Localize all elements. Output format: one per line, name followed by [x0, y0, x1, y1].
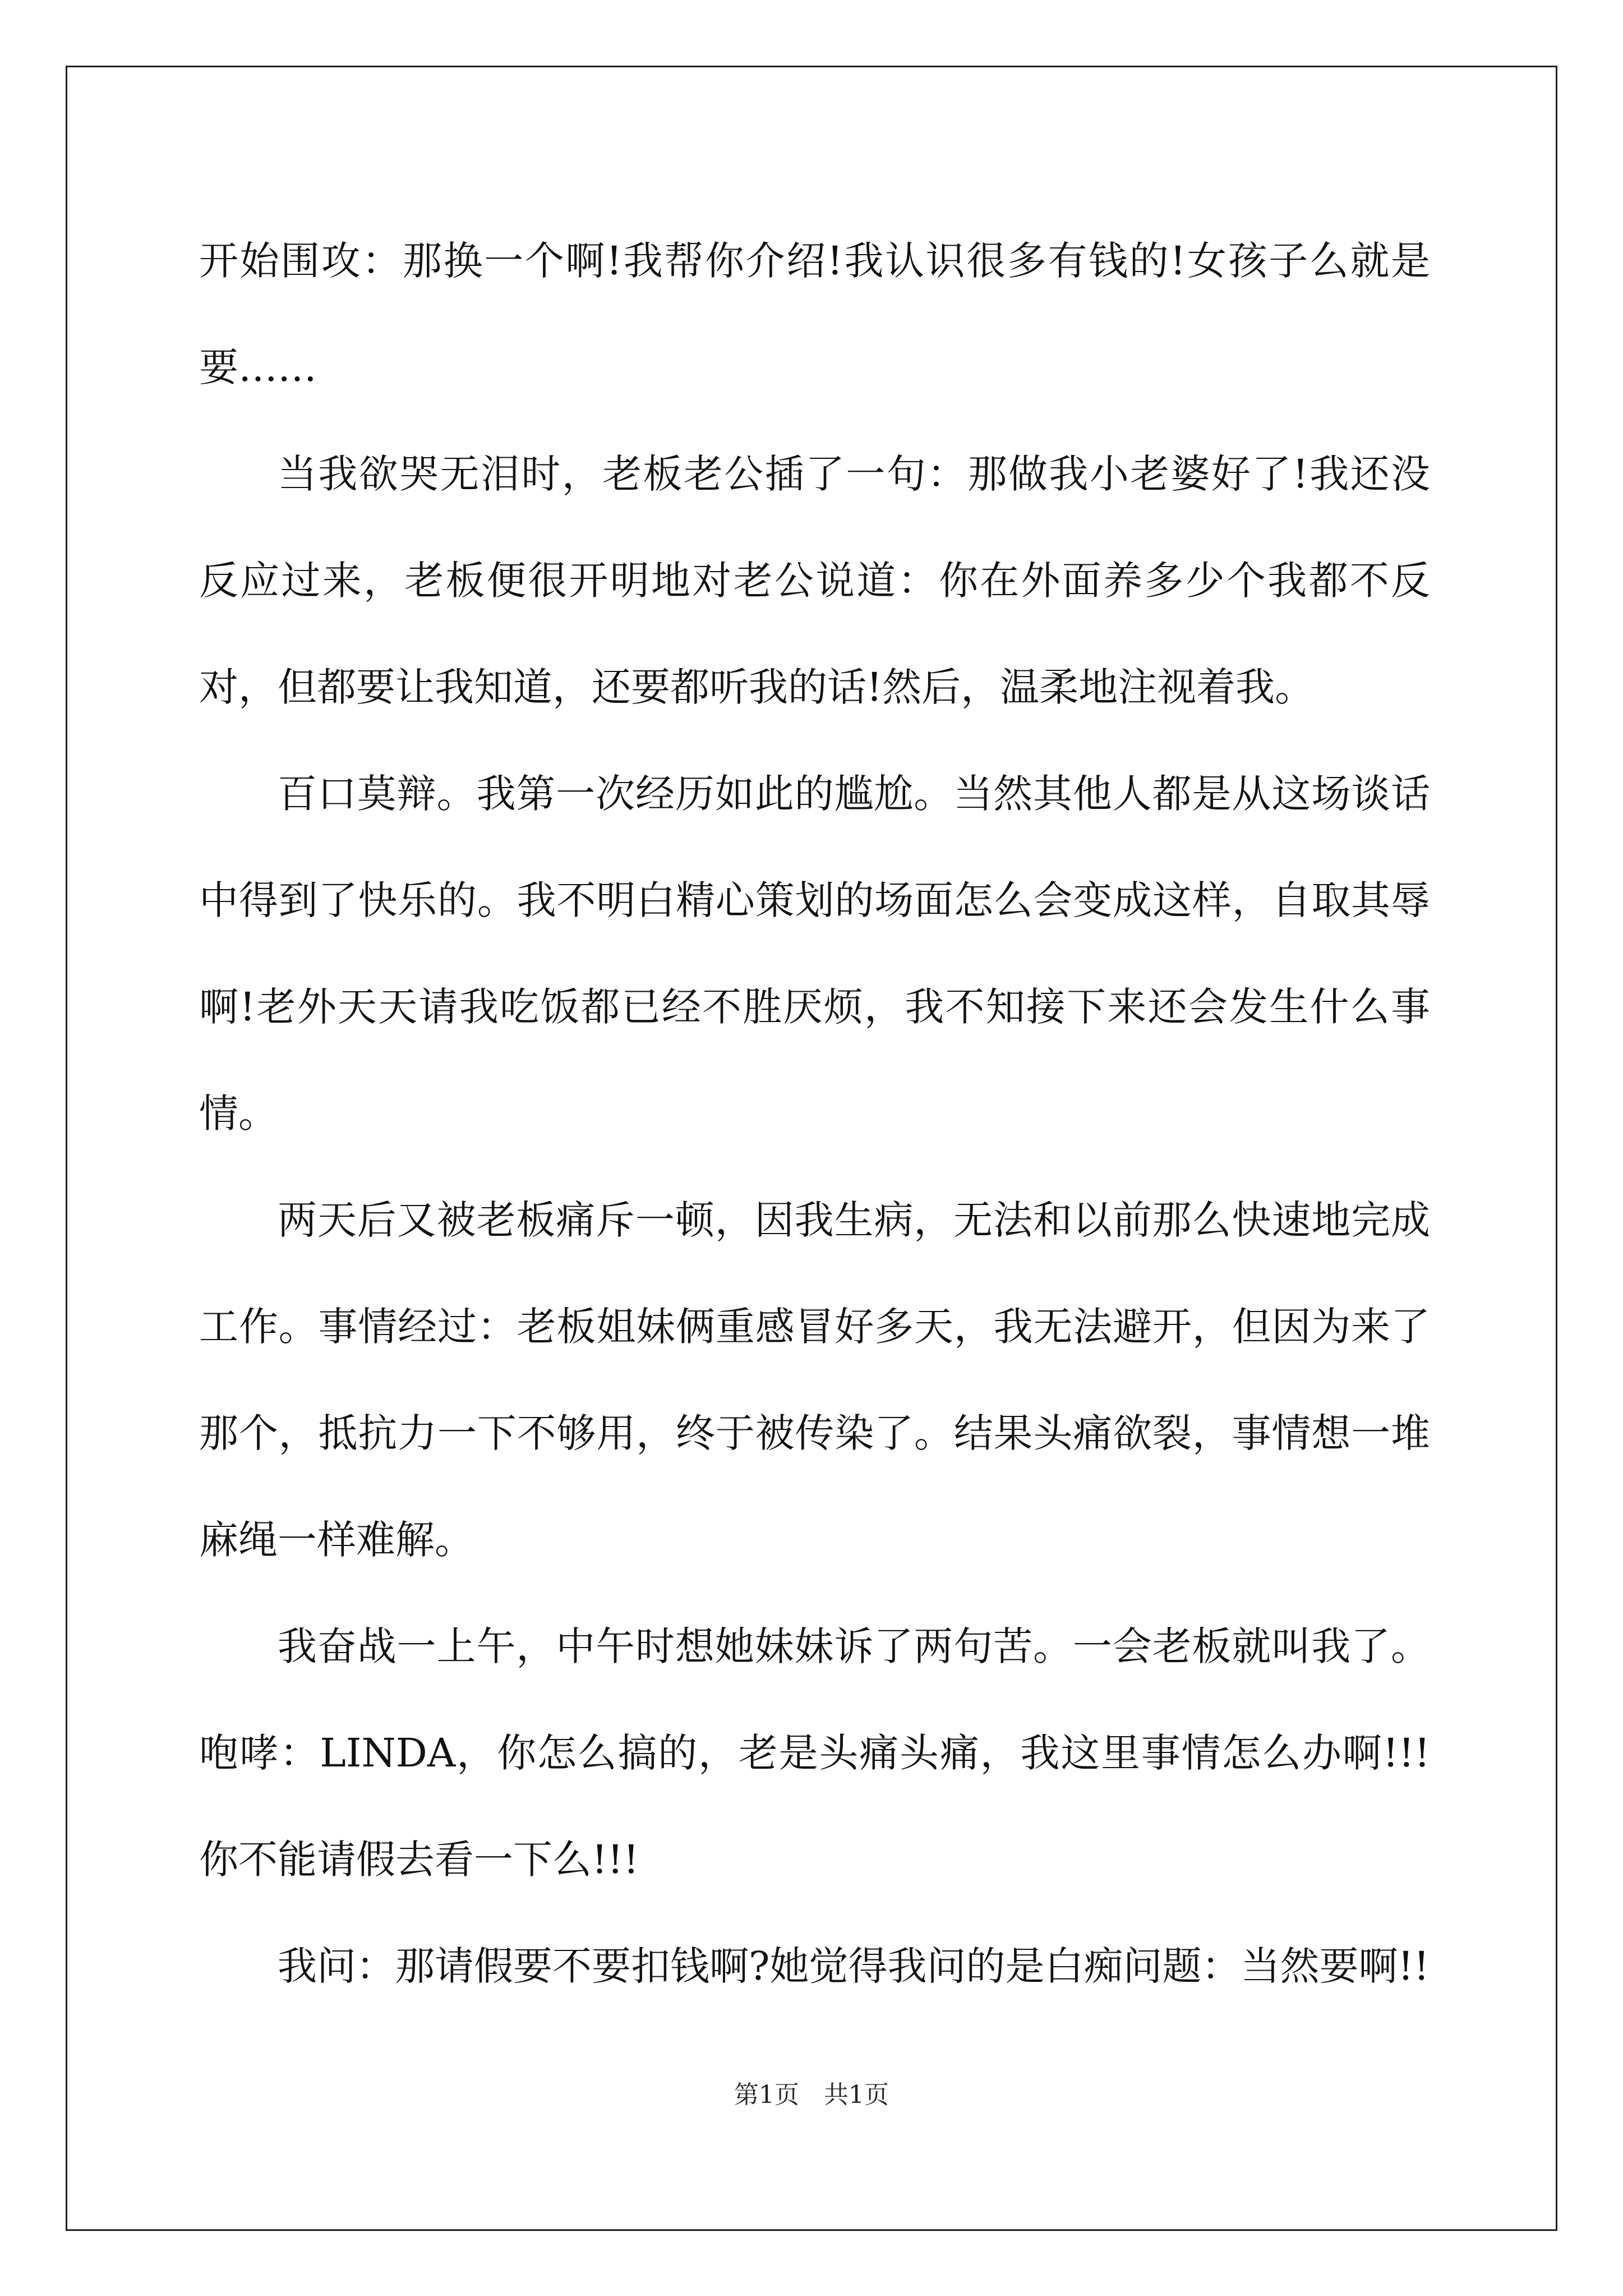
paragraph: 两天后又被老板痛斥一顿，因我生病，无法和以前那么快速地完成工作。事情经过：老板姐妹俩重感冒好多天，我无法避开，但因为来了那个，抵抗力一下不够用，终于被传染了。结果头痛欲裂，事情想一堆麻绳一样难解。: [199, 1197, 1430, 1563]
paragraph: 开始围攻：那换一个啊!我帮你介绍!我认识很多有钱的!女孩子么就是要……: [199, 238, 1430, 390]
paragraph: 我问：那请假要不要扣钱啊?她觉得我问的是白痴问题：当然要啊!!: [278, 1943, 1430, 1989]
page-number: 第1页: [734, 2081, 799, 2109]
document-body: [199, 208, 1430, 2019]
paragraph: 当我欲哭无泪时，老板老公插了一句：那做我小老婆好了!我还没反应过来，老板便很开明地对老公说道：你在外面养多少个我都不反对，但都要让我知道，还要都听我的话!然后，温柔地注视着我。: [199, 451, 1430, 710]
paragraph: 百口莫辩。我第一次经历如此的尴尬。当然其他人都是从这场谈话中得到了快乐的。我不明白精心策划的场面怎么会变成这样，自取其辱啊!老外天天请我吃饭都已经不胜厌烦，我不知接下来还会发生什么事情。: [199, 771, 1430, 1137]
paragraph: 我奋战一上午，中午时想她妹妹诉了两句苦。一会老板就叫我了。咆哮：LINDA，你怎么搞的，老是头痛头痛，我这里事情怎么办啊!!!你不能请假去看一下么!!!: [199, 1623, 1430, 1883]
page-total: 共1页: [824, 2081, 889, 2109]
page-footer: [0, 2078, 1623, 2112]
